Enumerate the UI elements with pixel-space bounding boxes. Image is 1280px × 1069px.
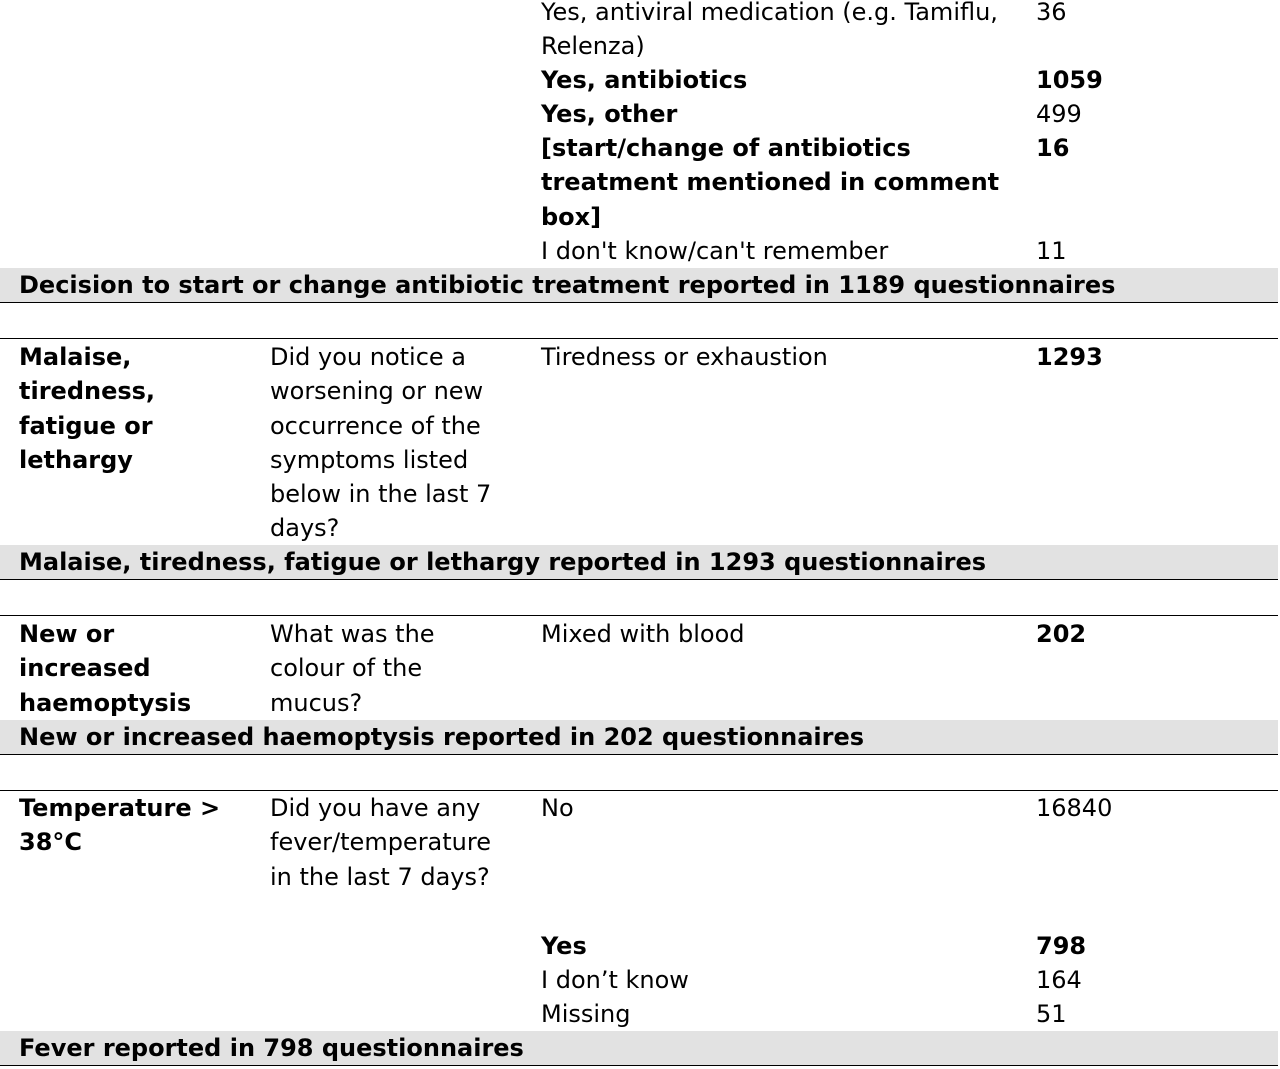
response-missing: Missing: [541, 1000, 631, 1028]
response-tiredness: Tiredness or exhaustion: [541, 343, 828, 371]
response-other: Yes, other: [541, 100, 678, 128]
divider: [0, 338, 1278, 339]
response-antibiotics: Yes, antibiotics: [541, 66, 748, 94]
response-i-dont-know: I don’t know: [541, 966, 689, 994]
response-antiviral: Yes, antiviral medication (e.g. Tamiflu, Relenza): [541, 0, 998, 61]
count-antibiotics: 1059: [1036, 66, 1103, 94]
symptom-haemoptysis: New or increased haemoptysis: [19, 620, 192, 717]
divider: [0, 754, 1278, 755]
summary-haemoptysis: New or increased haemoptysis reported in 202 questionnaires: [19, 723, 865, 751]
response-comment-box: [start/change of antibiotics treatment mentioned in comment box]: [541, 134, 1000, 231]
response-no: No: [541, 794, 574, 822]
divider: [0, 579, 1278, 580]
count-missing: 51: [1036, 1000, 1067, 1028]
divider: [0, 1065, 1278, 1066]
summary-antibiotics: Decision to start or change antibiotic treatment reported in 1189 questionnaires: [19, 271, 1116, 299]
symptom-temperature: Temperature > 38°C: [19, 794, 221, 857]
response-yes: Yes: [541, 932, 587, 960]
count-other: 499: [1036, 100, 1082, 128]
count-mixed-blood: 202: [1036, 620, 1087, 648]
question-temperature: Did you have any fever/temperature in the last 7 days?: [270, 794, 491, 891]
count-tiredness: 1293: [1036, 343, 1103, 371]
question-malaise: Did you notice a worsening or new occurrence of the symptoms listed below in the last 7 days?: [270, 343, 492, 543]
summary-fever: Fever reported in 798 questionnaires: [19, 1034, 524, 1062]
response-mixed-blood: Mixed with blood: [541, 620, 745, 648]
summary-malaise: Malaise, tiredness, fatigue or lethargy reported in 1293 questionnaires: [19, 548, 987, 576]
response-dont-know: I don't know/can't remember: [541, 237, 889, 265]
count-antiviral: 36: [1036, 0, 1067, 26]
divider: [0, 302, 1278, 303]
count-no: 16840: [1036, 794, 1113, 822]
count-dont-know: 11: [1036, 237, 1067, 265]
count-i-dont-know: 164: [1036, 966, 1082, 994]
symptom-malaise: Malaise, tiredness, fatigue or lethargy: [19, 343, 156, 474]
question-haemoptysis: What was the colour of the mucus?: [270, 620, 435, 717]
count-yes: 798: [1036, 932, 1087, 960]
divider: [0, 615, 1278, 616]
count-comment-box: 16: [1036, 134, 1070, 162]
